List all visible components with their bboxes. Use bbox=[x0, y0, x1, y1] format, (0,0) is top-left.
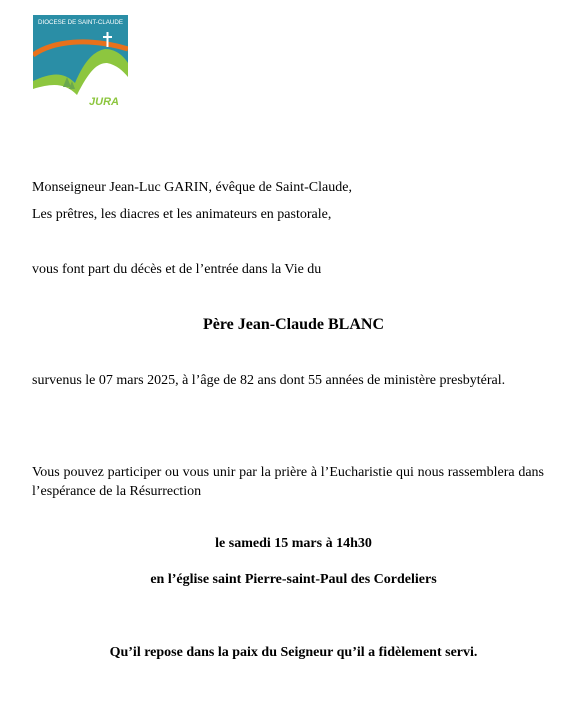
deceased-name: Père Jean-Claude BLANC bbox=[202, 316, 385, 333]
sender-line-1: Monseigneur Jean-Luc GARIN, évêque de Saint-Claude, bbox=[32, 180, 352, 195]
sender-line-2: Les prêtres, les diacres et les animateurs en pastorale, bbox=[32, 207, 332, 222]
invitation: Vous pouvez participer ou vous unir par la prière à l’Eucharistie qui nous rassemblera dans l’espérance de la Résurrection bbox=[32, 465, 544, 499]
ceremony-location: en l’église saint Pierre-saint-Paul des Cordeliers bbox=[150, 572, 437, 587]
logo-diocese-text: DIOCESE DE SAINT-CLAUDE bbox=[38, 19, 123, 26]
diocese-logo bbox=[33, 15, 128, 113]
announcement: vous font part du décès et de l’entrée dans la Vie du bbox=[32, 262, 322, 277]
logo-region-text: JURA bbox=[89, 96, 119, 108]
ceremony-date-time: le samedi 15 mars à 14h30 bbox=[215, 536, 372, 551]
death-details: survenus le 07 mars 2025, à l’âge de 82 ans dont 55 années de ministère presbytéral. bbox=[32, 373, 506, 388]
closing-prayer: Qu’il repose dans la paix du Seigneur qu’il a fidèlement servi. bbox=[109, 645, 478, 660]
